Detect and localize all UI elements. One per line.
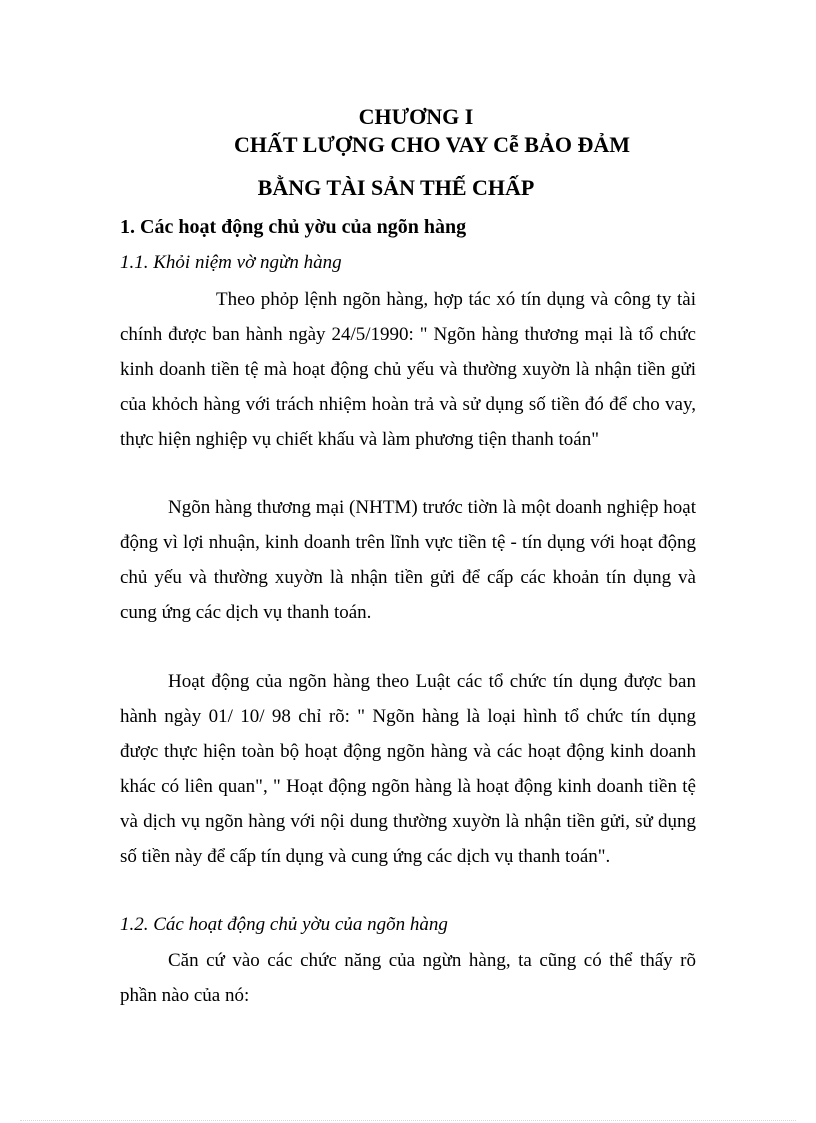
subsection-heading-1-2: 1.2. Các hoạt động chủ yờu của ngõn hàng [120,914,448,935]
paragraph-definition: Theo phỏp lệnh ngõn hàng, hợp tác xó tín dụng và công ty tài chính được ban hành ngày 24/5/1990: " Ngõn hàng thương mại là tổ chức kinh doanh tiền tệ mà hoạt động chủ yếu và thường xuyờn là nhận tiền gửi của khỏch hàng với trách nhiệm hoàn trả và sử dụng số tiền đó để cho vay, thực hiện nghiệp vụ chiết khấu và làm phương tiện thanh toán" [120,289,696,450]
chapter-title-line-2: BẰNG TÀI SẢN THẾ CHẤP [257,175,535,200]
paragraph-functions: Căn cứ vào các chức năng của ngừn hàng, ta cũng có thể thấy rõ phần nào của nó: [120,950,696,1006]
chapter-number: CHƯƠNG I [358,104,474,129]
paragraph-nhtm: Ngõn hàng thương mại (NHTM) trước tiờn là một doanh nghiệp hoạt động vì lợi nhuận, kinh doanh trên lĩnh vực tiền tệ - tín dụng với hoạt động chủ yếu và thường xuyờn là nhận tiền gửi để cấp các khoản tín dụng và cung ứng các dịch vụ thanh toán. [120,497,696,623]
paragraph-law: Hoạt động của ngõn hàng theo Luật các tổ chức tín dụng được ban hành ngày 01/ 10/ 98 chỉ rõ: " Ngõn hàng là loại hình tổ chức tín dụng được thực hiện toàn bộ hoạt động ngõn hàng và các hoạt động kinh doanh khác có liên quan", " Hoạt động ngõn hàng là hoạt động kinh doanh tiền tệ và dịch vụ ngõn hàng với nội dung thường xuyờn là nhận tiền gửi, sử dụng số tiền này để cấp tín dụng và cung ứng các dịch vụ thanh toán". [120,671,696,867]
subsection-heading-1-1: 1.1. Khỏi niệm vờ ngừn hàng [120,252,342,273]
chapter-title-line-1: CHẤT LƯỢNG CHO VAY Cễ BẢO ĐẢM [233,132,631,157]
footer-divider [20,1120,796,1121]
section-heading-1: 1. Các hoạt động chủ yờu của ngõn hàng [120,216,467,238]
